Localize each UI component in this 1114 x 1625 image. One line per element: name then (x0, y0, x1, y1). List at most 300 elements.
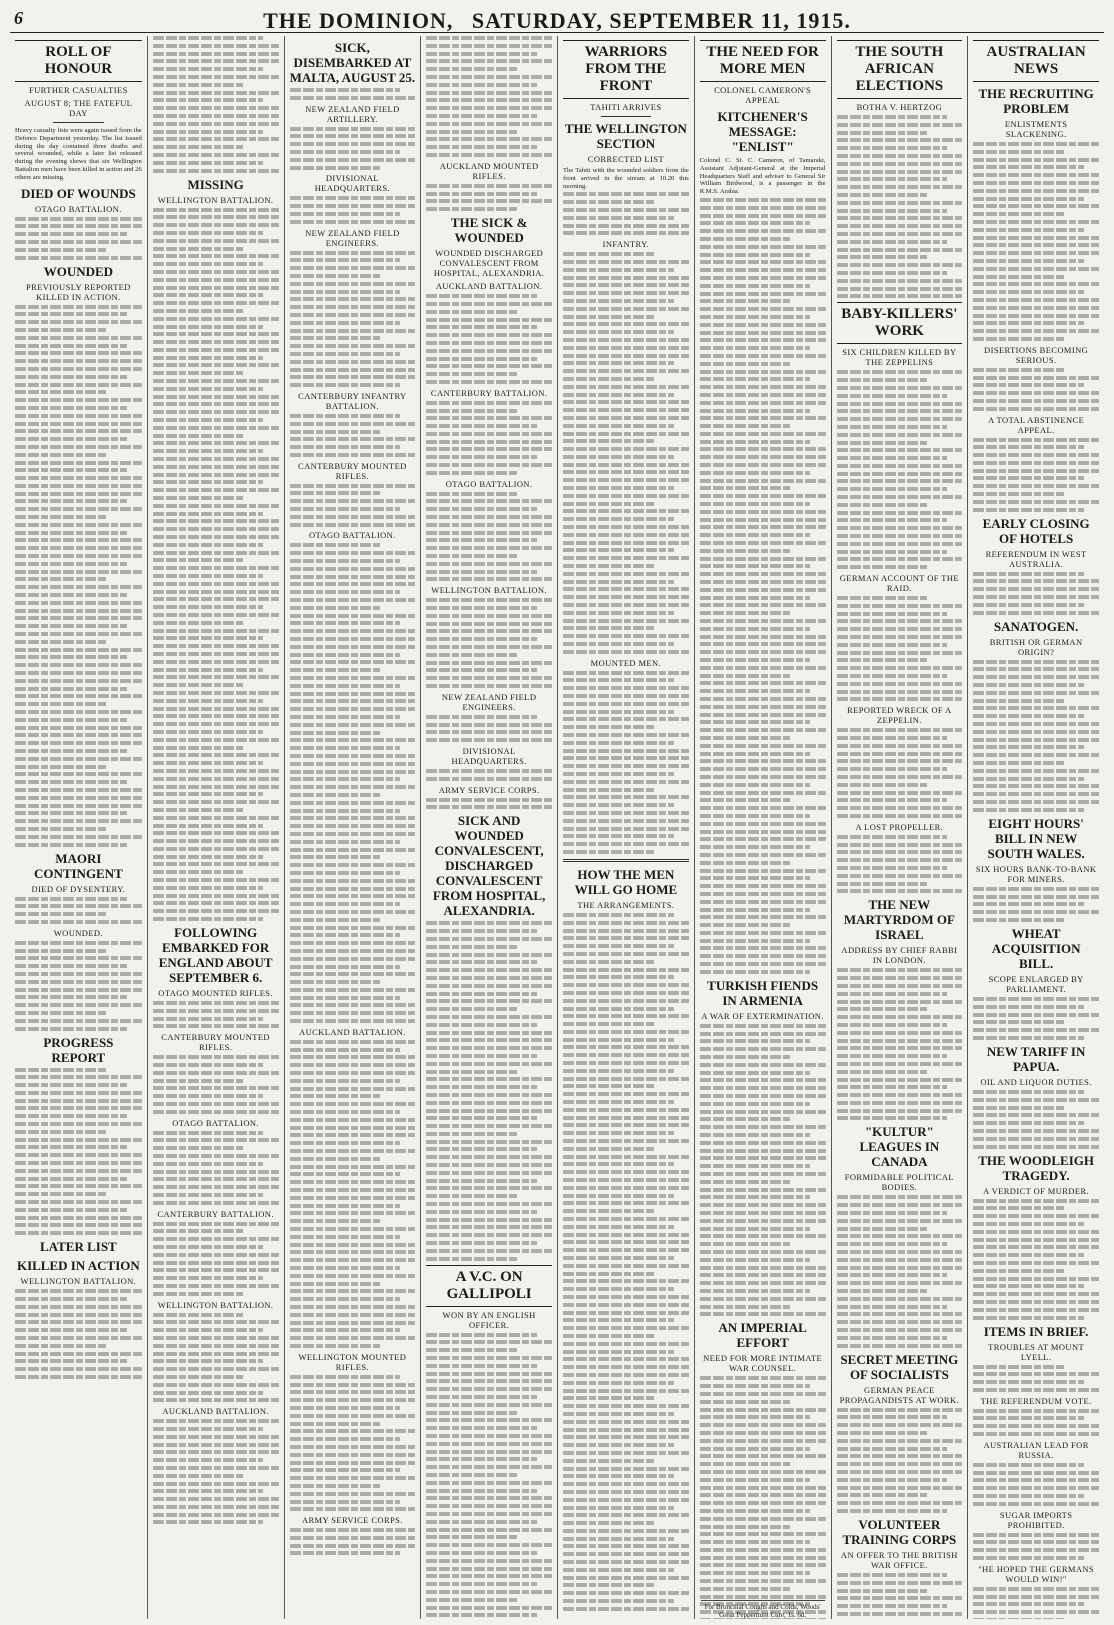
text-line (15, 351, 142, 355)
text-line (563, 424, 674, 428)
subheading: OIL AND LIQUOR DUTIES. (980, 1076, 1092, 1087)
text-line (973, 337, 1064, 341)
text-line (153, 1520, 264, 1524)
text-line (290, 1313, 416, 1317)
text-line (700, 221, 811, 225)
text-line (837, 1203, 963, 1207)
text-line (153, 878, 279, 882)
text-line (563, 1256, 674, 1260)
text-line (290, 1344, 381, 1348)
text-line (15, 312, 127, 316)
text-line (563, 1116, 689, 1120)
text-line (290, 910, 416, 914)
text-line (563, 1568, 674, 1572)
text-line (15, 531, 127, 535)
text-line (153, 1474, 244, 1478)
text-line (153, 332, 279, 336)
text-line (426, 207, 517, 211)
text-line (426, 1210, 537, 1214)
text-line (563, 1303, 689, 1307)
text-line (426, 1054, 537, 1058)
subheading: BRITISH OR GERMAN ORIGIN? (989, 636, 1083, 657)
text-line (973, 902, 1084, 906)
text-line (973, 1471, 1099, 1475)
text-line (973, 1540, 1099, 1544)
text-line (700, 1227, 811, 1231)
text-line (426, 1340, 552, 1344)
text-line (973, 220, 1099, 224)
text-line (563, 192, 689, 196)
text-line (153, 1336, 279, 1340)
text-block (973, 1199, 1099, 1320)
text-line (700, 260, 826, 264)
text-line (837, 1101, 963, 1105)
text-line (426, 805, 552, 809)
text-line (426, 1372, 552, 1376)
text-line (563, 1560, 689, 1564)
text-line (837, 1062, 963, 1066)
text-line (426, 1093, 552, 1097)
text-line (290, 196, 416, 200)
text-line (700, 432, 826, 436)
text-line (153, 59, 279, 63)
text-line (973, 1121, 1084, 1125)
text-line (15, 964, 127, 968)
text-line (563, 1506, 674, 1510)
text-block (426, 598, 552, 688)
text-line (837, 850, 963, 854)
text-line (290, 336, 381, 340)
text-line (563, 330, 674, 334)
text-line (153, 1110, 279, 1114)
text-line (563, 733, 689, 737)
text-line (15, 398, 142, 402)
text-line (15, 941, 142, 945)
text-line (153, 496, 244, 500)
text-line (837, 1289, 928, 1293)
text-line (290, 1429, 416, 1433)
text-line (15, 679, 142, 683)
text-line (153, 410, 279, 414)
text-line (290, 344, 416, 348)
text-line (290, 484, 416, 488)
text-line (563, 541, 689, 545)
text-line (15, 383, 142, 387)
text-line (290, 707, 416, 711)
text-line (426, 554, 517, 558)
text-line (700, 744, 826, 748)
text-line (153, 169, 279, 173)
text-line (153, 1193, 264, 1197)
text-line (290, 1003, 416, 1007)
text-line (426, 1364, 537, 1368)
text-line (700, 1408, 826, 1412)
text-line (563, 517, 674, 521)
text-line (153, 792, 264, 796)
subheading: THE ARRANGEMENTS. (577, 899, 675, 910)
text-line (290, 731, 381, 735)
text-line (290, 1328, 401, 1332)
text-line (153, 254, 279, 258)
headline: BABY-KILLERS' WORK (837, 302, 963, 344)
text-line (837, 201, 963, 205)
text-line (290, 637, 416, 641)
text-line (290, 313, 416, 317)
text-line (290, 676, 416, 680)
text-block (426, 184, 552, 211)
text-line (700, 814, 811, 818)
text-line (153, 317, 279, 321)
text-line (700, 1454, 826, 1458)
text-line (973, 1145, 1099, 1149)
text-line (563, 1513, 689, 1517)
masthead (10, 6, 1104, 33)
text-line (15, 655, 127, 659)
text-line (973, 895, 1099, 899)
text-line (15, 367, 142, 371)
text-line (973, 165, 1084, 169)
text-line (837, 643, 948, 647)
text-line (563, 1077, 689, 1081)
text-line (153, 363, 279, 367)
text-line (700, 1234, 826, 1238)
text-line (973, 1533, 1099, 1537)
text-line (426, 577, 552, 581)
text-line (973, 1432, 1099, 1436)
text-line (426, 184, 552, 188)
text-line (700, 861, 791, 865)
text-line (700, 1556, 826, 1560)
text-line (426, 1512, 552, 1516)
text-line (426, 1116, 537, 1120)
text-line (837, 123, 963, 127)
text-block (563, 192, 689, 235)
column-1 (10, 36, 147, 1619)
subheading: WELLINGTON BATTALION. (431, 585, 547, 596)
text-line (290, 166, 381, 170)
text-line (290, 1149, 416, 1153)
subheading: OTAGO BATTALION. (35, 203, 122, 214)
text-line (700, 596, 811, 600)
text-line (426, 1015, 552, 1019)
text-line (563, 1607, 689, 1611)
text-line (153, 44, 279, 48)
text-line (290, 266, 416, 270)
text-line (153, 231, 264, 235)
section-heading: LATER LIST (40, 1239, 117, 1255)
text-line (700, 884, 826, 888)
text-line (837, 1509, 948, 1513)
text-line (837, 441, 928, 445)
text-line (700, 611, 791, 615)
text-line (837, 170, 963, 174)
text-line (15, 694, 142, 698)
text-line (700, 1110, 826, 1114)
text-line (290, 1414, 416, 1418)
text-line (153, 1435, 279, 1439)
text-line (563, 408, 689, 412)
text-line (700, 1141, 826, 1145)
text-line (700, 1063, 826, 1067)
text-line (15, 1297, 127, 1301)
column-3 (284, 36, 421, 1619)
text-line (837, 1234, 963, 1238)
subheading: MOUNTED MEN. (590, 657, 662, 668)
text-line (426, 499, 552, 503)
text-line (563, 678, 674, 682)
text-line (153, 1024, 279, 1028)
text-line (837, 1470, 963, 1474)
text-line (700, 588, 826, 592)
text-line (15, 1153, 142, 1157)
text-line (153, 1253, 279, 1257)
text-line (973, 1245, 1099, 1249)
text-line (837, 798, 948, 802)
text-line (837, 1227, 928, 1231)
section-heading: KITCHENER'S MESSAGE: "ENLIST" (717, 109, 808, 154)
text-line (426, 1194, 517, 1198)
text-line (426, 1528, 552, 1532)
text-block (153, 1055, 279, 1114)
subheading: OTAGO BATTALION. (172, 1117, 259, 1128)
newspaper-columns (10, 36, 1104, 1619)
text-line (700, 1595, 826, 1599)
text-line (426, 999, 552, 1003)
section-heading: SICK, DISEMBARKED AT MALTA, AUGUST 25. (289, 40, 416, 85)
text-line (837, 402, 963, 406)
text-line (973, 1300, 1099, 1304)
text-line (426, 122, 552, 126)
text-line (426, 106, 552, 110)
text-line (973, 314, 1099, 318)
text-line (837, 1415, 948, 1419)
text-line (15, 232, 127, 236)
text-block (15, 897, 142, 924)
subheading: CANTERBURY MOUNTED RIFLES. (298, 460, 407, 481)
text-line (153, 1482, 279, 1486)
subheading: THE REFERENDUM VOTE. (980, 1395, 1092, 1406)
text-line (973, 306, 1099, 310)
text-line (973, 761, 1064, 765)
text-line (563, 361, 674, 365)
text-line (153, 1055, 279, 1059)
text-line (563, 1576, 689, 1580)
text-line (700, 409, 811, 413)
divider (53, 122, 104, 123)
subheading: COLONEL CAMERON'S APPEAL (714, 85, 812, 105)
text-line (290, 1157, 381, 1161)
subheading: DIVISIONAL HEADQUARTERS. (314, 173, 391, 194)
text-line (290, 1500, 401, 1504)
subheading: "HE HOPED THE GERMANS WOULD WIN!" (978, 1563, 1095, 1584)
text-line (153, 441, 279, 445)
text-line (153, 1313, 244, 1317)
section-heading: NEW TARIFF IN PAPUA. (986, 1043, 1086, 1074)
text-line (700, 416, 826, 420)
text-block (563, 252, 689, 654)
text-line (973, 259, 1084, 263)
text-line (563, 741, 674, 745)
text-line (426, 1606, 552, 1610)
text-line (563, 580, 674, 584)
text-line (153, 98, 264, 102)
text-line (563, 1279, 689, 1283)
text-line (426, 598, 552, 602)
text-line (837, 968, 963, 972)
text-line (153, 114, 279, 118)
text-block (290, 484, 416, 527)
text-line (153, 480, 264, 484)
text-line (426, 59, 552, 63)
text-line (563, 1162, 674, 1166)
text-line (426, 1155, 552, 1159)
text-line (290, 668, 381, 672)
text-line (15, 648, 142, 652)
subheading: NEW ZEALAND FIELD ARTILLERY. (305, 103, 400, 124)
text-line (837, 518, 948, 522)
text-line (153, 668, 264, 672)
text-line (426, 1147, 537, 1151)
text-line (290, 1133, 416, 1137)
text-block (700, 1376, 826, 1619)
text-line (153, 215, 279, 219)
text-line (563, 393, 674, 397)
text-line (700, 892, 826, 896)
text-line (837, 744, 963, 748)
text-line (426, 637, 537, 641)
text-line (15, 718, 127, 722)
text-line (973, 675, 1099, 679)
subheading: CANTERBURY INFANTRY BATTALION. (298, 390, 407, 411)
text-line (837, 1581, 963, 1585)
subheading: SUGAR IMPORTS PROHIBITED. (999, 1509, 1073, 1530)
text-line (290, 1305, 416, 1309)
text-line (153, 1017, 264, 1021)
text-line (426, 1543, 552, 1547)
text-line (563, 991, 689, 995)
text-line (290, 1274, 416, 1278)
column-7 (831, 36, 968, 1619)
text-block (426, 1333, 552, 1619)
text-block (290, 127, 416, 170)
text-line (563, 231, 689, 235)
text-line (153, 1505, 279, 1509)
text-line (426, 67, 517, 71)
text-line (973, 212, 1064, 216)
subheading: DIED OF DYSENTERY. (31, 883, 126, 894)
text-line (15, 1003, 142, 1007)
subheading: A VERDICT OF MURDER. (983, 1185, 1090, 1196)
text-block (426, 769, 552, 781)
text-line (700, 237, 791, 241)
text-line (426, 777, 552, 781)
text-line (700, 1188, 826, 1192)
text-line (290, 902, 401, 906)
text-line (837, 378, 928, 382)
text-line (15, 1313, 142, 1317)
text-line (837, 115, 948, 119)
text-line (973, 173, 1099, 177)
section-heading: WHEAT ACQUISITION BILL. (991, 925, 1081, 971)
text-line (153, 137, 279, 141)
text-line (700, 603, 826, 607)
text-line (426, 1038, 552, 1042)
text-line (15, 1122, 142, 1126)
text-line (700, 627, 811, 631)
text-line (15, 1027, 127, 1031)
text-line (837, 557, 963, 561)
text-line (15, 224, 142, 228)
text-line (700, 775, 826, 779)
text-line (700, 689, 811, 693)
text-line (153, 1185, 279, 1189)
subheading: INFANTRY. (602, 239, 650, 250)
article-text: Colonel C. St. C. Cameron, of Tamaraki, Assistant Adjutant-General at the Imperial Headquarters Staff and adviser to General Sir William Birdwood, is a passenger in the R.M.S. Arahia. (699, 157, 826, 196)
text-line (563, 1007, 674, 1011)
text-line (700, 1032, 826, 1036)
text-line (563, 1061, 689, 1065)
text-block (15, 305, 142, 847)
text-line (700, 658, 811, 662)
text-line (153, 1102, 279, 1106)
text-line (290, 1453, 416, 1457)
text-line (837, 1612, 963, 1616)
text-line (837, 1211, 948, 1215)
text-line (15, 305, 142, 309)
text-line (973, 1106, 1064, 1110)
text-line (426, 668, 537, 672)
subheading: OTAGO MOUNTED RIFLES. (158, 988, 273, 999)
text-block (700, 198, 826, 974)
text-line (15, 406, 127, 410)
text-line (290, 88, 401, 92)
text-line (153, 597, 279, 601)
text-line (700, 533, 811, 537)
text-block (153, 1131, 279, 1205)
text-line (15, 1145, 127, 1149)
text-line (426, 372, 517, 376)
section-heading: FOLLOWING EMBARKED FOR ENGLAND ABOUT SEPTEMBER 6. (158, 925, 273, 986)
text-line (563, 999, 689, 1003)
text-line (837, 1281, 963, 1285)
text-line (563, 1544, 689, 1548)
text-line (563, 944, 674, 948)
text-line (290, 746, 401, 750)
text-line (15, 1161, 142, 1165)
text-line (153, 36, 264, 40)
text-block (700, 1024, 826, 1316)
text-line (973, 1284, 1084, 1288)
text-line (15, 749, 127, 753)
text-line (700, 1517, 826, 1521)
text-line (973, 1416, 1084, 1420)
text-line (15, 1200, 142, 1204)
text-line (700, 1384, 811, 1388)
text-line (15, 240, 142, 244)
text-line (290, 1528, 416, 1532)
text-line (426, 1379, 552, 1383)
text-line (15, 1328, 127, 1332)
text-line (426, 661, 552, 665)
text-line (837, 658, 928, 662)
text-line (15, 546, 142, 550)
text-line (153, 426, 279, 430)
text-line (15, 1208, 127, 1212)
subheading: REPORTED WRECK OF A ZEPPELIN. (847, 705, 952, 726)
text-line (700, 1470, 826, 1474)
text-line (153, 1320, 279, 1324)
text-line (426, 463, 552, 467)
